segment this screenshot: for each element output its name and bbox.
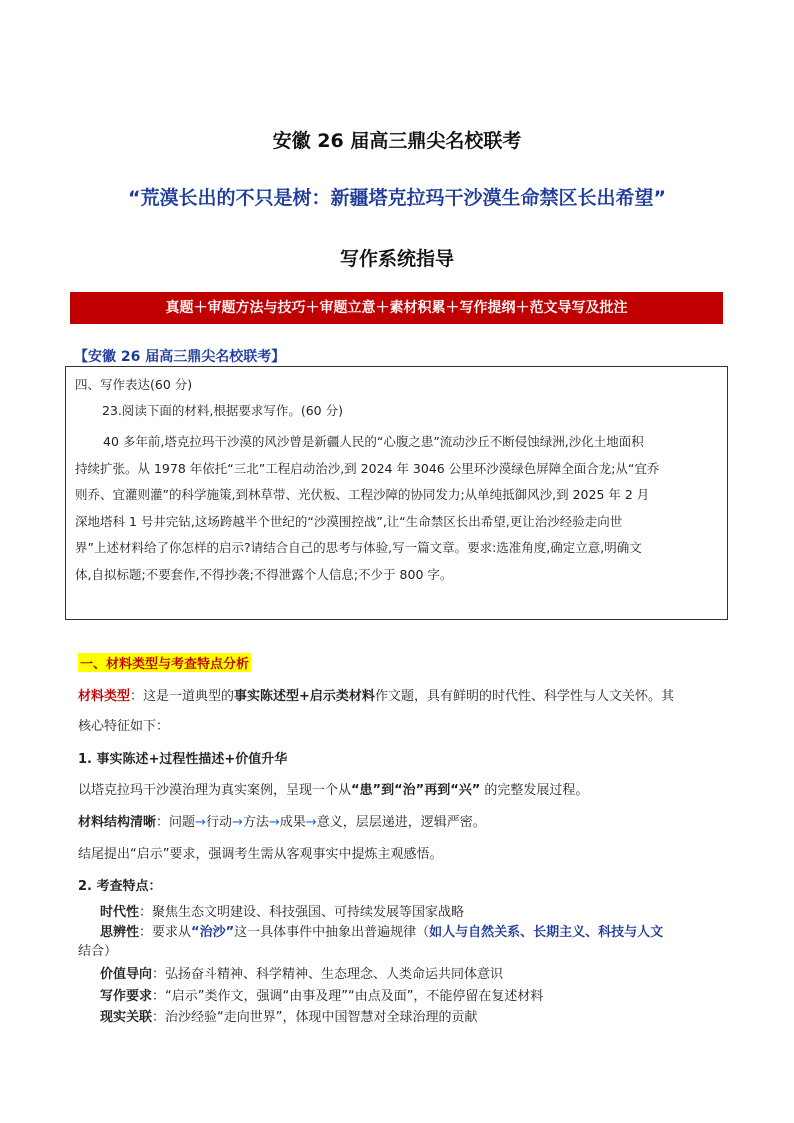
feature-item: 思辨性：要求从“治沙”这一具体事件中抽象出普遍规律（如人与自然关系、长期主义、科技与人文 — [100, 925, 664, 940]
exam-title: 安徽 26 届高三鼎尖名校联考 — [272, 130, 522, 152]
feature-item: 时代性：聚焦生态文明建设、科技强国、可持续发展等国家战略 — [100, 905, 465, 920]
question-label: 23.阅读下面的材料,根据要求写作。(60 分) — [102, 403, 343, 418]
feature-item-cont: 结合） — [78, 944, 118, 959]
material-line: 深地塔科 1 号井完钻,这场跨越半个世纪的“沙漠围控战”,让“生命禁区长出希望,更让治沙经验走向世 — [75, 513, 623, 529]
conclusion-line: 结尾提出“启示”要求，强调考生需从客观事实中提炼主观感悟。 — [78, 847, 443, 862]
point2-title: 2. 考查特点： — [78, 879, 162, 894]
arrow-icon: → — [268, 815, 280, 830]
material-type-line-2: 核心特征如下： — [78, 719, 170, 734]
arrow-icon: → — [195, 815, 206, 830]
analysis-heading: 一、材料类型与考查特点分析 — [78, 653, 251, 672]
feature-item: 现实关联：治沙经验“走向世界”，体现中国智慧对全球治理的贡献 — [100, 1010, 478, 1025]
question-material — [75, 429, 721, 588]
content-banner: 真题＋审题方法与技巧＋审题立意＋素材积累＋写作提纲＋范文导写及批注 — [70, 292, 723, 324]
material-type-label: 材料类型 — [78, 689, 131, 704]
feature-item: 价值导向：弘扬奋斗精神、科学精神、生态理念、人类命运共同体意识 — [100, 967, 504, 982]
material-line: 40 多年前,塔克拉玛干沙漠的风沙曾是新疆人民的“心腹之患”流动沙丘不断侵蚀绿洲,沙化土地面积 — [103, 434, 644, 449]
structure-line: 材料结构清晰：问题→行动→方法→成果→意义，层层递进，逻辑严密。 — [78, 815, 486, 830]
material-line: 体,自拟标题;不要套作,不得抄袭;不得泄露个人信息;不少于 800 字。 — [75, 566, 453, 582]
question-box — [65, 366, 728, 620]
material-line: 则乔、宜灌则灌”的科学施策,到林草带、光伏板、工程沙障的协同发力;从单纯抵御风沙,到 2025 年 2 月 — [75, 487, 650, 502]
guide-title: 写作系统指导 — [339, 248, 454, 270]
source-tag: 【安徽 26 届高三鼎尖名校联考】 — [74, 349, 286, 365]
feature-item: 写作要求：“启示”类作文，强调“由事及理”“由点及面”，不能停留在复述材料 — [100, 989, 544, 1004]
material-type-line: 材料类型：这是一道典型的事实陈述型+启示类材料作文题，具有鲜明的时代性、科学性与人文关怀。其 — [78, 689, 674, 704]
point1-text: 以塔克拉玛干沙漠治理为真实案例，呈现一个从“患”到“治”再到“兴” 的完整发展过程。 — [78, 783, 589, 798]
arrow-icon: → — [231, 815, 243, 830]
structure-label: 材料结构清晰 — [78, 815, 157, 830]
material-line: 持续扩张。从 1978 年依托“三北”工程启动治沙,到 2024 年 3046 公里环沙漠绿色屏障全面合龙;从“宜乔 — [75, 460, 660, 476]
material-line: 界”上述材料给了你怎样的启示?请结合自己的思考与体验,写一篇文章。要求:选准角度,确定立意,明确文 — [75, 540, 642, 555]
topic-title: “荒漠长出的不只是树：新疆塔克拉玛干沙漠生命禁区长出希望” — [128, 187, 666, 209]
section-label: 四、写作表达(60 分) — [75, 377, 193, 392]
point1-title: 1. 事实陈述+过程性描述+价值升华 — [78, 752, 288, 767]
arrow-icon: → — [305, 815, 317, 830]
